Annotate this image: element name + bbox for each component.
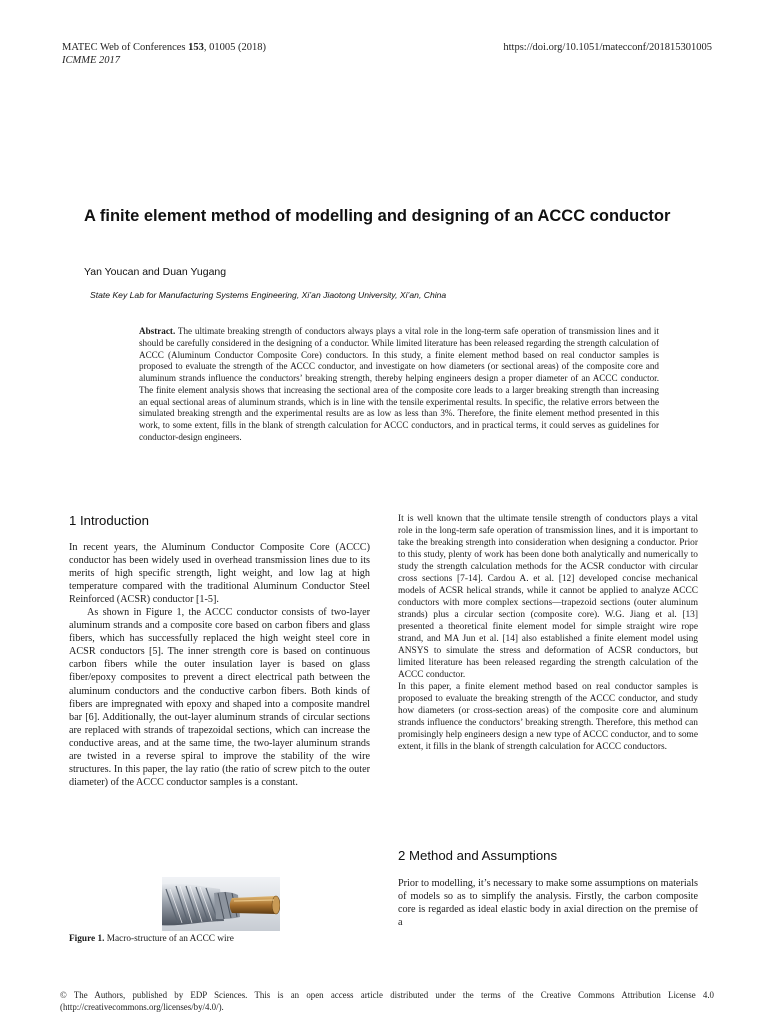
caption-text: Macro-structure of an ACCC wire bbox=[104, 934, 234, 944]
license-footer: © The Authors, published by EDP Sciences. This is an open access article distributed under the terms of the Creative Commons Attribution License 4.0 (http://creativecommons.org/licenses/by/4.0/). bbox=[60, 990, 714, 1012]
paragraph: It is well known that the ultimate tensile strength of conductors plays a vital role in the long-term safe operation of transmission lines, and it is important to take the breaking strength into consideration when designing a conductor. Prior to this study, plenty of work has been done both analytically and numerically to study the strength calculation methods for the ACSR conductor with circular cross sections [7-14]. Cardou A. et al. [12] developed concise mechanical models of ACSR helical strands, while it cannot be applied to analyze ACCC conductors with more complex sections—trapezoid sections (outer aluminum strands) plus a circular section (composite core). W.G. Jiang et al. [13] presented a theoretical finite element model for simple straight wire rope strand, and MA Jun et al. [14] also established a finite element model using ANSYS to simulate the stress and deformation of ACSR conductors, but limited literature has been released regarding the strength calculation of the ACCC conductor. bbox=[398, 514, 698, 681]
paragraph: In recent years, the Aluminum Conductor Composite Core (ACCC) conductor has been widely used in overhead transmission lines due to its merits of high specific strength, light weight, and low lag at high temperature compared with the traditional Aluminum Conductor Steel Reinforced (ACSR) conductor [1-5]. bbox=[69, 542, 370, 606]
abstract-label: Abstract. bbox=[139, 326, 176, 336]
left-column bbox=[69, 541, 370, 789]
section-heading-method: 2 Method and Assumptions bbox=[398, 848, 558, 863]
journal-header bbox=[62, 41, 266, 54]
paragraph: Prior to modelling, it’s necessary to make some assumptions on materials of models so as to simplify the analysis. Firstly, the carbon composite core is regarded as ideal elastic body in axial direction on the premise of a bbox=[398, 878, 698, 929]
article-info: , 01005 (2018) bbox=[203, 42, 266, 53]
affiliation: State Key Lab for Manufacturing Systems Engineering, Xi’an Jiaotong University, Xi’an, China bbox=[90, 290, 447, 300]
right-column bbox=[398, 513, 698, 753]
doi-link[interactable]: https://doi.org/10.1051/matecconf/201815301005 bbox=[503, 42, 712, 53]
section-heading-introduction: 1 Introduction bbox=[69, 513, 149, 528]
abstract bbox=[139, 326, 659, 444]
paper-title: A finite element method of modelling and designing of an ACCC conductor bbox=[84, 207, 671, 225]
paper-authors: Yan Youcan and Duan Yugang bbox=[84, 266, 227, 278]
journal-volume: 153 bbox=[188, 42, 204, 53]
paragraph: As shown in Figure 1, the ACCC conductor consists of two-layer aluminum strands and a composite core based on carbon fibers and glass fibers, which has successfully replaced the high weight steel core in ACSR conductors [5]. The inner strength core is based on continuous carbon fibers while the outer insulation layer is based on glass fiber/epoxy composites to prevent a direct electrical path between the aluminum conductors and the conductive carbon fibers. Both kinds of fibers are impregnated with epoxy and shaped into a composite mandrel bar [6]. Additionally, the out-layer aluminum strands of circular sections are replaced with strands of trapezoidal sections, which can increase the conductive areas, and at the same time, the two-layer aluminum strands are twisted in a reverse spiral to improve the stability of the wire structures. In this paper, the lay ratio (the ratio of screw pitch to the outer diameter) of the ACCC conductor samples is a constant. bbox=[69, 607, 370, 788]
figure-1-image bbox=[162, 877, 280, 931]
journal-name: MATEC Web of Conferences bbox=[62, 42, 189, 53]
section-2-text bbox=[398, 877, 698, 929]
figure-1-caption bbox=[69, 934, 234, 944]
conference-name: ICMME 2017 bbox=[62, 55, 121, 66]
abstract-text: The ultimate breaking strength of conductors always plays a vital role in the long-term safe operation of transmission lines and it should be carefully considered in the designing of a conductor. While limited literature has been released regarding the strength calculation of ACCC (Aluminum Conductor Composite Core) conductors. In this study, a finite element method based on real conductor samples is proposed to evaluate the strength of the ACCC conductor, and investigate on how diameters (or sectional areas) of the composite core and aluminum strands influence the conductors’ breaking strength, thereby helping engineers design a proper diameter of an ACCC conductor. The finite element analysis shows that increasing the sectional area of the composite core leads to a larger breaking strength than increasing an equal sectional areas of aluminum strands, which is in line with the tensile experimental results. In specific, the relative errors between the simulated breaking strength and the experimental results are as low as less than 3%. Therefore, the finite element method presented in this work, to some extent, fills in the blank of strength calculation for ACCC conductors, and in practical terms, it could serves as guidelines for conductor-design engineers. bbox=[139, 326, 659, 442]
paragraph: In this paper, a finite element method based on real conductor samples is proposed to evaluate the breaking strength of the ACCC conductor, and study how diameters (or cross-section areas) of the composite core and aluminum strands influence the conductors’ breaking strength. Therefore, this method can promisingly help engineers design a new type of ACCC conductor, and to some extent, it fills in the blank of strength calculation for ACCC conductors. bbox=[398, 682, 698, 753]
acc-wire-illustration bbox=[162, 877, 280, 931]
figure-label: Figure 1. bbox=[69, 934, 105, 944]
